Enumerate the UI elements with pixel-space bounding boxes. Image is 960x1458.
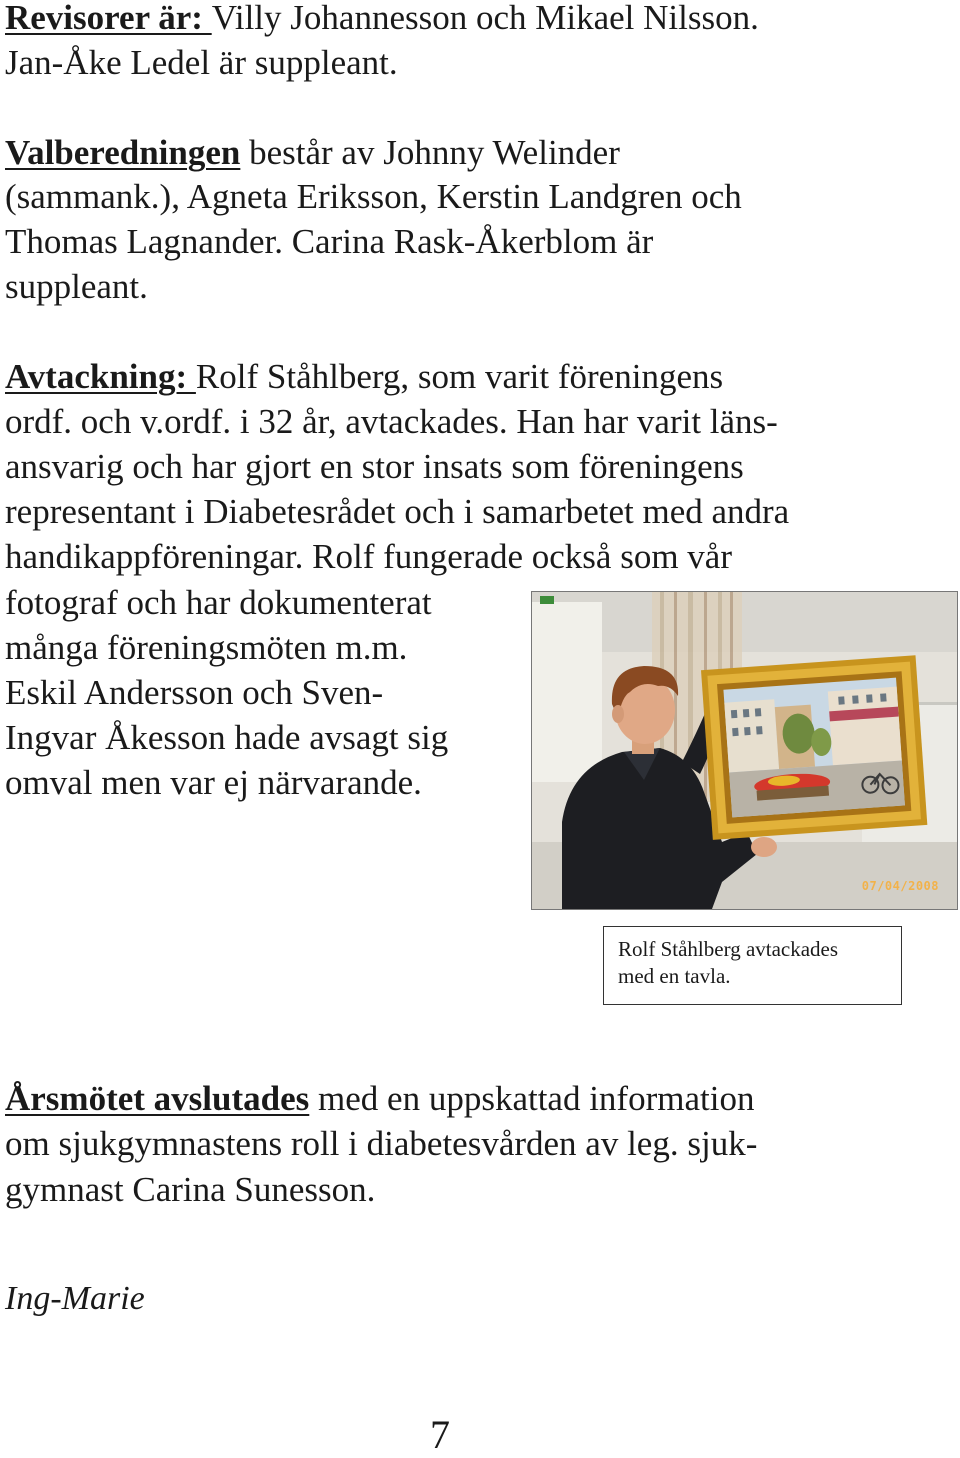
valberedningen-line-3: Thomas Lagnander. Carina Rask-Åkerblom är (5, 222, 654, 261)
arsmotet-line-2: om sjukgymnastens roll i diabetesvården av leg. sjuk- (5, 1124, 758, 1163)
arsmotet-label: Årsmötet avslutades (5, 1079, 310, 1118)
avtackning-line-3: ansvarig och har gjort en stor insats som föreningens (5, 447, 744, 486)
valberedningen-text: består av Johnny Welinder (240, 133, 620, 172)
photo-rolf-with-painting (531, 591, 958, 910)
caption-line-1: Rolf Ståhlberg avtackades (618, 937, 839, 961)
caption-line-2: med en tavla. (618, 964, 731, 988)
revisorer-line-2: Jan-Åke Ledel är suppleant. (5, 43, 398, 82)
valberedningen-line-1 (5, 130, 620, 175)
avtackning-line-9: Ingvar Åkesson hade avsagt sig (5, 718, 449, 757)
photo-caption (603, 926, 902, 1005)
avtackning-text: Rolf Ståhlberg, som varit föreningens (195, 357, 724, 396)
avtackning-line-2: ordf. och v.ordf. i 32 år, avtackades. Han har varit läns- (5, 402, 778, 441)
avtackning-line-6: fotograf och har dokumenterat (5, 583, 432, 622)
page-number: 7 (430, 1412, 450, 1457)
avtackning-line-5: handikappföreningar. Rolf fungerade också som vår (5, 537, 732, 576)
revisorer-text: Villy Johannesson och Mikael Nilsson. (211, 0, 759, 37)
avtackning-label: Avtackning: (5, 357, 196, 396)
valberedningen-label: Valberedningen (5, 133, 241, 172)
avtackning-line-8: Eskil Andersson och Sven- (5, 673, 384, 712)
avtackning-line-10: omval men var ej närvarande. (5, 763, 422, 802)
avtackning-line-7: många föreningsmöten m.m. (5, 628, 408, 667)
valberedningen-line-4: suppleant. (5, 267, 148, 306)
photo-illustration (532, 592, 957, 909)
avtackning-line-4: representant i Diabetesrådet och i samarbetet med andra (5, 492, 790, 531)
arsmotet-line-3: gymnast Carina Sunesson. (5, 1170, 376, 1209)
revisorer-line-1 (5, 0, 759, 40)
signature: Ing-Marie (5, 1280, 145, 1317)
arsmotet-line-1 (5, 1076, 754, 1121)
revisorer-label: Revisorer är: (5, 0, 212, 37)
valberedningen-line-2: (sammank.), Agneta Eriksson, Kerstin Landgren och (5, 177, 742, 216)
photo-date-stamp: 07/04/2008 (861, 879, 939, 893)
avtackning-line-1 (5, 354, 723, 399)
arsmotet-text: med en uppskattad information (309, 1079, 755, 1118)
